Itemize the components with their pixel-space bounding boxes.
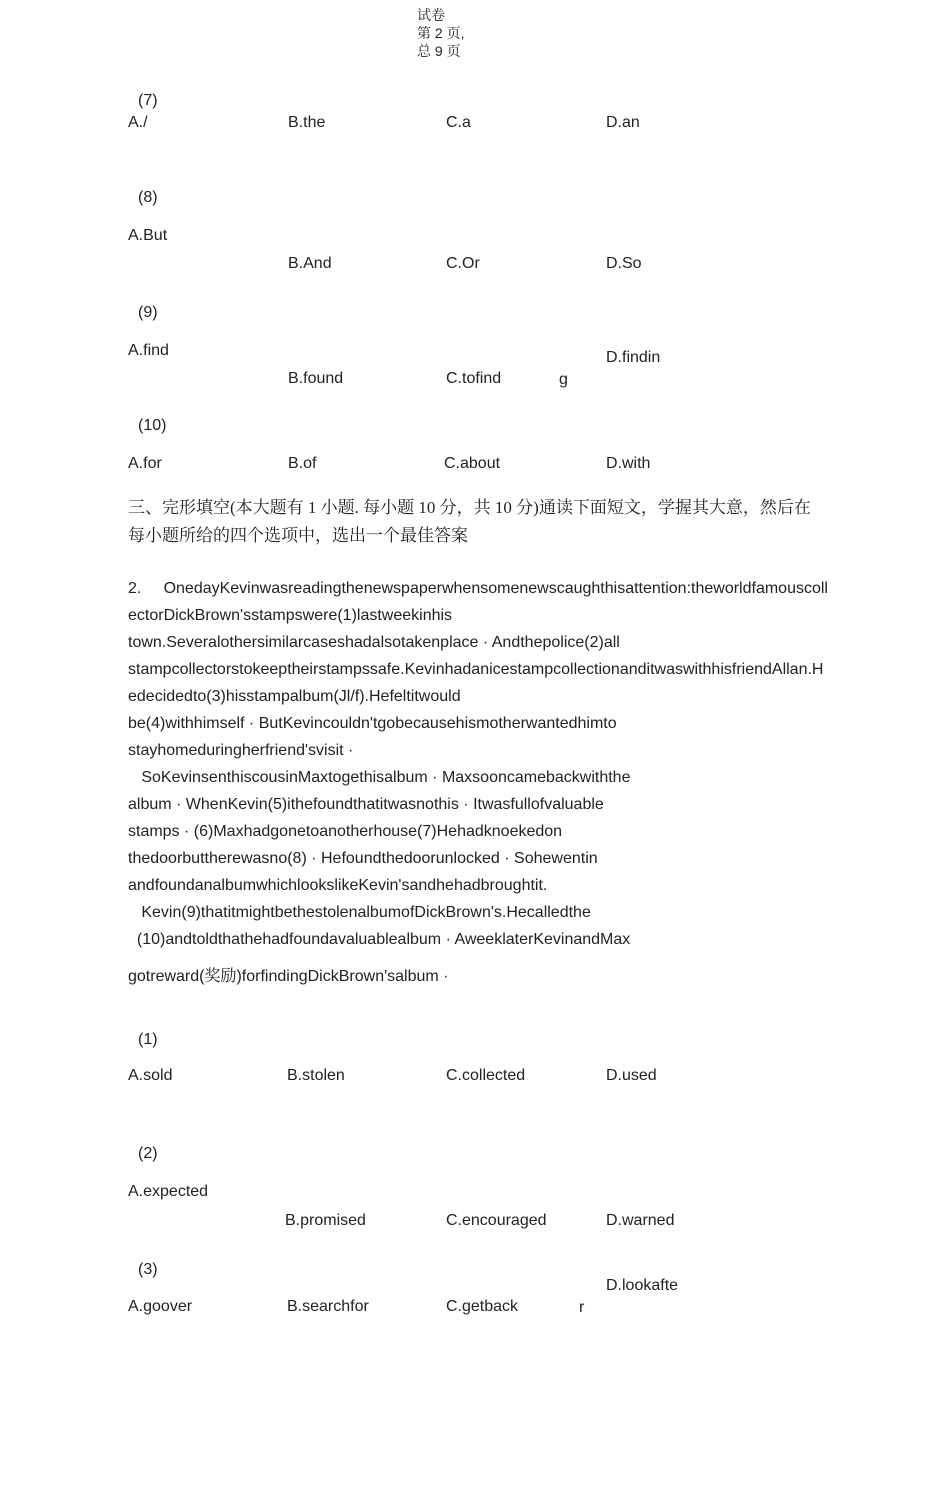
option-c: C.encouraged (446, 1212, 547, 1229)
question-number: (10) (138, 417, 167, 434)
option-c: C.getback (446, 1298, 519, 1315)
option-d: D.warned (606, 1212, 675, 1229)
option-a: A.find (128, 342, 169, 359)
passage-line: album · WhenKevin(5)ithefoundthatitwasnothis · Itwasfullofvaluable (128, 796, 604, 813)
option-d: D.findin (606, 349, 661, 366)
option-c: C.tofind (446, 370, 502, 387)
option-d: D.lookafte (606, 1277, 679, 1294)
passage-line: (10)andtoldthathehadfoundavaluablealbum · AweeklaterKevinandMax (128, 931, 631, 948)
question-number: (2) (138, 1145, 158, 1162)
option-c-overflow: g (559, 371, 568, 388)
question-number: (3) (138, 1261, 158, 1278)
option-c: C.Or (446, 255, 480, 272)
option-a: A.for (128, 455, 162, 472)
option-a: A.goover (128, 1298, 193, 1315)
passage-line: andfoundanalbumwhichlookslikeKevin'sandhehadbroughtit. (128, 877, 548, 894)
option-a: A./ (128, 114, 148, 131)
option-d: D.So (606, 255, 642, 272)
question-number: (7) (138, 92, 158, 109)
passage-line: 2. OnedayKevinwasreadingthenewspaperwhensomenewscaughthisattention:theworldfamouscoll (128, 580, 828, 597)
passage-line: stayhomeduringherfriend'svisit · (128, 742, 354, 759)
passage-line: edecidedto(3)hisstampalbum(Jl/f).Hefeltitwould (128, 688, 461, 705)
option-c: C.about (444, 455, 501, 472)
option-b: B.And (288, 255, 332, 272)
passage-line: ectorDickBrown'sstampswere(1)lastweekinhis (128, 607, 453, 624)
option-c: C.collected (446, 1067, 526, 1084)
passage-line: stamps · (6)Maxhadgonetoanotherhouse(7)Hehadknoekedon (128, 823, 563, 840)
option-b: B.stolen (287, 1067, 345, 1084)
option-b: B.of (288, 455, 317, 472)
passage-line: Kevin(9)thatitmightbethestolenalbumofDickBrown's.Hecalledthe (128, 904, 591, 921)
question-number: (1) (138, 1031, 158, 1048)
section-heading-line-1: 三、完形填空(本大题有 1 小题. 每小题 10 分，共 10 分)通读下面短文，学握其大意，然后在 (128, 498, 811, 517)
page-header (417, 6, 464, 60)
option-c-overflow: r (579, 1299, 585, 1316)
option-d: D.used (606, 1067, 657, 1084)
header-line-1: 试卷 (417, 7, 445, 23)
option-d: D.with (606, 455, 651, 472)
passage-line: town.Severalothersimilarcaseshadalsotakenplace · Andthepolice(2)all (128, 634, 620, 651)
option-d: D.an (606, 114, 640, 131)
passage-line: stampcollectorstokeeptheirstampssafe.KevinhadanicestampcollectionanditwaswithhisfriendAllan.H (128, 661, 824, 678)
question-number: (8) (138, 189, 158, 206)
passage-line: thedoorbuttherewasno(8) · Hefoundthedoorunlocked · Sohewentin (128, 850, 598, 867)
passage-line: be(4)withhimself · ButKevincouldn'tgobecausehismotherwantedhimto (128, 715, 617, 732)
option-b: B.promised (285, 1212, 366, 1229)
option-a: A.sold (128, 1067, 173, 1084)
option-b: B.found (288, 370, 344, 387)
header-line-2: 第 2 页, (417, 25, 465, 41)
passage-line: gotreward(奖励)forfindingDickBrown'salbum · (128, 968, 449, 985)
option-a: A.expected (128, 1183, 209, 1200)
option-c: C.a (446, 114, 471, 131)
option-a: A.But (128, 227, 168, 244)
question-number: (9) (138, 304, 158, 321)
option-b: B.the (288, 114, 326, 131)
header-line-3: 总 9 页 (417, 43, 461, 59)
option-b: B.searchfor (287, 1298, 369, 1315)
passage-line: SoKevinsenthiscousinMaxtogethisalbum · Maxsooncamebackwiththe (128, 769, 631, 786)
section-heading-line-2: 每小题所给的四个选项中，选出一个最佳答案 (128, 526, 468, 545)
